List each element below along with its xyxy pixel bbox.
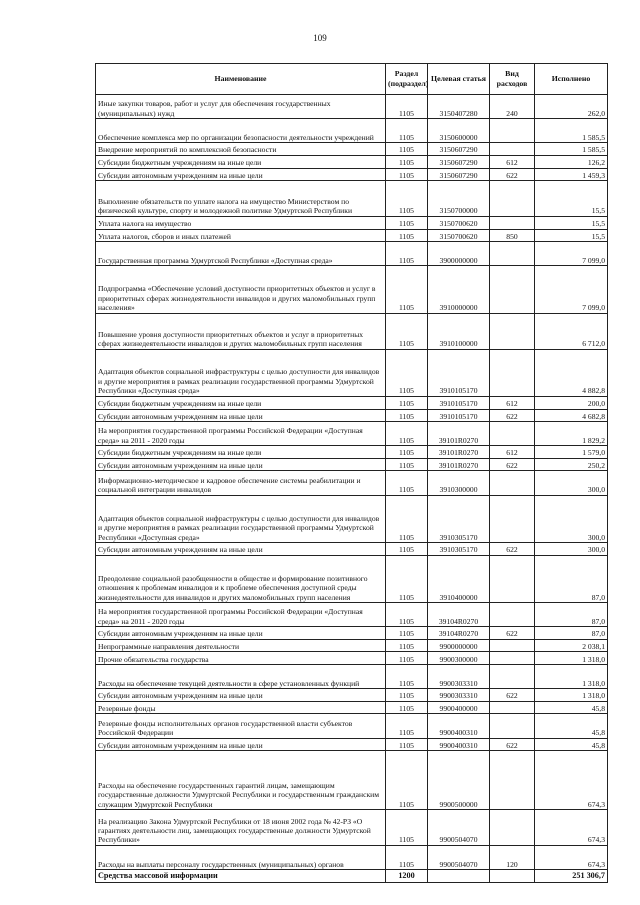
row-section-cell: 1105 <box>386 168 428 181</box>
row-type-cell: 622 <box>490 168 535 181</box>
row-amount-cell: 251 306,7 <box>535 870 608 883</box>
row-name-cell: Резервные фонды исполнительных органов государственной власти субъектов Российской Федерации <box>96 714 386 738</box>
row-name-cell: Субсидии автономным учреждениям на иные цели <box>96 409 386 422</box>
row-type-cell <box>490 119 535 143</box>
row-type-cell: 612 <box>490 396 535 409</box>
row-name-cell: Информационно-методическое и кадровое обеспечение системы реабилитации и социальной интеграции инвалидов <box>96 471 386 495</box>
row-name-cell: На мероприятия государственной программы Российской Федерации «Доступная среда» на 2011 - 2020 годы <box>96 603 386 627</box>
row-type-cell: 240 <box>490 95 535 119</box>
header-amount: Исполнено <box>535 64 608 95</box>
row-amount-cell: 1 318,0 <box>535 665 608 689</box>
row-section-cell: 1105 <box>386 471 428 495</box>
row-target-cell: 39101R0270 <box>428 446 490 459</box>
row-name-cell: На реализацию Закона Удмуртской Республики от 18 июня 2002 года № 42-РЗ «О гарантиях деятельности лиц, замещающих государственные должности Удмуртской Республики» <box>96 810 386 846</box>
table-row <box>96 603 608 627</box>
row-section-cell: 1105 <box>386 603 428 627</box>
row-target-cell: 9900303310 <box>428 665 490 689</box>
row-target-cell: 39104R0270 <box>428 603 490 627</box>
table-row <box>96 689 608 702</box>
row-amount-cell: 87,0 <box>535 603 608 627</box>
table-row <box>96 181 608 217</box>
row-target-cell: 3910105170 <box>428 396 490 409</box>
row-type-cell: 622 <box>490 627 535 640</box>
row-type-cell: 622 <box>490 409 535 422</box>
row-name-cell: Субсидии бюджетным учреждениям на иные цели <box>96 396 386 409</box>
row-target-cell: 3150700000 <box>428 181 490 217</box>
row-section-cell: 1105 <box>386 738 428 751</box>
row-target-cell: 39101R0270 <box>428 458 490 471</box>
row-type-cell <box>490 495 535 542</box>
row-type-cell <box>490 216 535 229</box>
row-name-cell: Уплата налогов, сборов и иных платежей <box>96 229 386 242</box>
table-row <box>96 555 608 602</box>
row-target-cell: 3910400000 <box>428 555 490 602</box>
row-amount-cell: 1 318,0 <box>535 652 608 665</box>
row-amount-cell: 674,3 <box>535 751 608 810</box>
row-target-cell: 3910105170 <box>428 409 490 422</box>
table-row <box>96 471 608 495</box>
row-name-cell: Резервные фонды <box>96 701 386 714</box>
row-amount-cell: 15,5 <box>535 216 608 229</box>
row-section-cell: 1105 <box>386 422 428 446</box>
row-name-cell: Субсидии автономным учреждениям на иные цели <box>96 543 386 556</box>
row-name-cell: Адаптация объектов социальной инфраструктуры с целью доступности для инвалидов и другие мероприятия в рамках реализации государственной программы Удмуртской Республики «Доступная среда» <box>96 349 386 396</box>
row-amount-cell: 1 585,5 <box>535 143 608 156</box>
row-target-cell: 9900303310 <box>428 689 490 702</box>
table-row <box>96 409 608 422</box>
row-type-cell <box>490 143 535 156</box>
table-row <box>96 543 608 556</box>
row-target-cell: 3910000000 <box>428 266 490 313</box>
budget-table <box>95 63 608 883</box>
table-row <box>96 870 608 883</box>
row-section-cell: 1105 <box>386 266 428 313</box>
row-name-cell: Расходы на обеспечение текущей деятельности в сфере установленных функций <box>96 665 386 689</box>
row-amount-cell: 1 459,3 <box>535 168 608 181</box>
row-type-cell <box>490 181 535 217</box>
page-number: 109 <box>313 33 327 43</box>
row-type-cell <box>490 714 535 738</box>
row-amount-cell: 2 038,1 <box>535 639 608 652</box>
row-amount-cell: 1 579,0 <box>535 446 608 459</box>
row-name-cell: Иные закупки товаров, работ и услуг для обеспечения государственных (муниципальных) нужд <box>96 95 386 119</box>
row-section-cell: 1105 <box>386 652 428 665</box>
row-type-cell <box>490 870 535 883</box>
row-section-cell: 1105 <box>386 155 428 168</box>
row-name-cell: Адаптация объектов социальной инфраструктуры с целью доступности для инвалидов и другие мероприятия в рамках реализации государственной программы Удмуртской Республики «Доступная среда» <box>96 495 386 542</box>
row-section-cell: 1105 <box>386 181 428 217</box>
row-target-cell: 3910305170 <box>428 543 490 556</box>
row-name-cell: Субсидии бюджетным учреждениям на иные цели <box>96 446 386 459</box>
row-target-cell: 3910305170 <box>428 495 490 542</box>
row-name-cell: Внедрение мероприятий по комплексной безопасности <box>96 143 386 156</box>
row-target-cell: 3900000000 <box>428 242 490 266</box>
row-amount-cell: 87,0 <box>535 627 608 640</box>
row-amount-cell: 45,8 <box>535 714 608 738</box>
table-row <box>96 652 608 665</box>
row-section-cell: 1105 <box>386 689 428 702</box>
row-amount-cell: 674,3 <box>535 810 608 846</box>
header-type: Вид расходов <box>490 64 535 95</box>
row-name-cell: Субсидии автономным учреждениям на иные цели <box>96 738 386 751</box>
table-row <box>96 155 608 168</box>
row-name-cell: Субсидии автономным учреждениям на иные цели <box>96 458 386 471</box>
table-row <box>96 714 608 738</box>
row-target-cell: 3150607290 <box>428 143 490 156</box>
row-type-cell: 622 <box>490 543 535 556</box>
row-section-cell: 1105 <box>386 543 428 556</box>
row-section-cell: 1105 <box>386 95 428 119</box>
row-section-cell: 1105 <box>386 701 428 714</box>
row-amount-cell: 1 585,5 <box>535 119 608 143</box>
table-row <box>96 495 608 542</box>
row-target-cell: 9900400310 <box>428 714 490 738</box>
table-row <box>96 349 608 396</box>
row-section-cell: 1105 <box>386 627 428 640</box>
row-target-cell: 3150700620 <box>428 216 490 229</box>
row-type-cell <box>490 810 535 846</box>
row-section-cell: 1105 <box>386 409 428 422</box>
row-amount-cell: 300,0 <box>535 543 608 556</box>
row-name-cell: Повышение уровня доступности приоритетных объектов и услуг в приоритетных сферах жизнедеятельности инвалидов и других маломобильных групп населения <box>96 313 386 349</box>
row-name-cell: Преодоление социальной разобщенности в обществе и формирование позитивного отношения к проблемам инвалидов и к проблеме обеспечения доступной среды жизнедеятельности для инвалидов и других маломобильных групп населения <box>96 555 386 602</box>
row-name-cell: Выполнение обязательств по уплате налога на имущество Министерством по физической культуре, спорту и молодежной политике Удмуртской Республики <box>96 181 386 217</box>
row-target-cell: 3150607290 <box>428 168 490 181</box>
row-type-cell <box>490 471 535 495</box>
table-row <box>96 701 608 714</box>
table-row <box>96 422 608 446</box>
row-name-cell: Расходы на выплаты персоналу государственных (муниципальных) органов <box>96 845 386 869</box>
row-name-cell: Расходы на обеспечение государственных гарантий лицам, замещающим государственные должности Удмуртской Республики и государственным гражданским служащим Удмуртской Республики <box>96 751 386 810</box>
row-amount-cell: 4 682,8 <box>535 409 608 422</box>
row-section-cell: 1105 <box>386 714 428 738</box>
row-name-cell: Средства массовой информации <box>96 870 386 883</box>
row-name-cell: Субсидии автономным учреждениям на иные цели <box>96 689 386 702</box>
row-target-cell: 39101R0270 <box>428 422 490 446</box>
row-target-cell: 9900400000 <box>428 701 490 714</box>
table-row <box>96 446 608 459</box>
row-name-cell: Уплата налога на имущество <box>96 216 386 229</box>
row-amount-cell: 1 318,0 <box>535 689 608 702</box>
table-row <box>96 168 608 181</box>
row-section-cell: 1105 <box>386 458 428 471</box>
table-row <box>96 119 608 143</box>
table-row <box>96 229 608 242</box>
row-amount-cell: 250,2 <box>535 458 608 471</box>
row-type-cell <box>490 751 535 810</box>
row-section-cell: 1105 <box>386 845 428 869</box>
table-row <box>96 810 608 846</box>
row-section-cell: 1105 <box>386 446 428 459</box>
row-name-cell: Субсидии автономным учреждениям на иные цели <box>96 627 386 640</box>
row-type-cell <box>490 266 535 313</box>
table-row <box>96 266 608 313</box>
row-target-cell: 9900000000 <box>428 639 490 652</box>
row-section-cell: 1105 <box>386 751 428 810</box>
row-amount-cell: 7 099,0 <box>535 266 608 313</box>
row-section-cell: 1105 <box>386 555 428 602</box>
row-amount-cell: 15,5 <box>535 229 608 242</box>
row-type-cell <box>490 313 535 349</box>
table-row <box>96 665 608 689</box>
table-row <box>96 458 608 471</box>
row-type-cell <box>490 639 535 652</box>
row-type-cell <box>490 422 535 446</box>
table-row <box>96 845 608 869</box>
row-section-cell: 1105 <box>386 143 428 156</box>
table-row <box>96 313 608 349</box>
header-section: Раздел (подраздел) <box>386 64 428 95</box>
row-name-cell: Непрограммные направления деятельности <box>96 639 386 652</box>
table-row <box>96 396 608 409</box>
row-amount-cell: 45,8 <box>535 701 608 714</box>
row-amount-cell: 300,0 <box>535 471 608 495</box>
row-type-cell: 622 <box>490 458 535 471</box>
row-type-cell: 120 <box>490 845 535 869</box>
row-section-cell: 1200 <box>386 870 428 883</box>
row-name-cell: Обеспечение комплекса мер по организации безопасности деятельности учреждений <box>96 119 386 143</box>
row-amount-cell: 87,0 <box>535 555 608 602</box>
row-type-cell: 622 <box>490 738 535 751</box>
row-section-cell: 1105 <box>386 396 428 409</box>
row-type-cell <box>490 652 535 665</box>
table-row <box>96 627 608 640</box>
row-name-cell: Прочие обязательства государства <box>96 652 386 665</box>
table-header-row <box>96 64 608 95</box>
row-type-cell: 612 <box>490 446 535 459</box>
row-amount-cell: 7 099,0 <box>535 242 608 266</box>
row-target-cell: 9900500000 <box>428 751 490 810</box>
row-amount-cell: 15,5 <box>535 181 608 217</box>
row-section-cell: 1105 <box>386 349 428 396</box>
row-amount-cell: 262,0 <box>535 95 608 119</box>
row-amount-cell: 1 829,2 <box>535 422 608 446</box>
row-type-cell: 622 <box>490 689 535 702</box>
row-section-cell: 1105 <box>386 313 428 349</box>
row-type-cell <box>490 603 535 627</box>
row-target-cell: 3150407280 <box>428 95 490 119</box>
row-target-cell: 3910105170 <box>428 349 490 396</box>
row-amount-cell: 300,0 <box>535 495 608 542</box>
row-target-cell: 9900300000 <box>428 652 490 665</box>
table-row <box>96 143 608 156</box>
row-target-cell: 9900400310 <box>428 738 490 751</box>
row-section-cell: 1105 <box>386 216 428 229</box>
row-target-cell: 9900504070 <box>428 845 490 869</box>
table-row <box>96 95 608 119</box>
row-target-cell: 3910300000 <box>428 471 490 495</box>
row-section-cell: 1105 <box>386 495 428 542</box>
row-amount-cell: 674,3 <box>535 845 608 869</box>
row-amount-cell: 45,8 <box>535 738 608 751</box>
row-section-cell: 1105 <box>386 665 428 689</box>
table-row <box>96 751 608 810</box>
row-target-cell: 3150600000 <box>428 119 490 143</box>
table-row <box>96 738 608 751</box>
row-type-cell: 850 <box>490 229 535 242</box>
row-target-cell: 9900504070 <box>428 810 490 846</box>
row-section-cell: 1105 <box>386 229 428 242</box>
row-name-cell: Субсидии бюджетным учреждениям на иные цели <box>96 155 386 168</box>
table-row <box>96 639 608 652</box>
row-amount-cell: 200,0 <box>535 396 608 409</box>
row-name-cell: На мероприятия государственной программы Российской Федерации «Доступная среда» на 2011 - 2020 годы <box>96 422 386 446</box>
row-target-cell: 39104R0270 <box>428 627 490 640</box>
row-type-cell <box>490 349 535 396</box>
row-type-cell <box>490 701 535 714</box>
row-name-cell: Субсидии автономным учреждениям на иные цели <box>96 168 386 181</box>
row-section-cell: 1105 <box>386 639 428 652</box>
table-row <box>96 216 608 229</box>
row-section-cell: 1105 <box>386 242 428 266</box>
row-target-cell: 3150700620 <box>428 229 490 242</box>
row-name-cell: Подпрограмма «Обеспечение условий доступности приоритетных объектов и услуг в приоритетных сферах жизнедеятельности инвалидов и других маломобильных групп населения» <box>96 266 386 313</box>
row-type-cell <box>490 555 535 602</box>
row-section-cell: 1105 <box>386 810 428 846</box>
row-amount-cell: 6 712,0 <box>535 313 608 349</box>
row-section-cell: 1105 <box>386 119 428 143</box>
row-target-cell <box>428 870 490 883</box>
row-amount-cell: 4 882,8 <box>535 349 608 396</box>
row-name-cell: Государственная программа Удмуртской Республики «Доступная среда» <box>96 242 386 266</box>
header-name: Наименование <box>96 64 386 95</box>
row-type-cell <box>490 665 535 689</box>
row-type-cell: 612 <box>490 155 535 168</box>
row-amount-cell: 126,2 <box>535 155 608 168</box>
table-row <box>96 242 608 266</box>
row-target-cell: 3910100000 <box>428 313 490 349</box>
row-target-cell: 3150607290 <box>428 155 490 168</box>
header-target: Целевая статья <box>428 64 490 95</box>
row-type-cell <box>490 242 535 266</box>
